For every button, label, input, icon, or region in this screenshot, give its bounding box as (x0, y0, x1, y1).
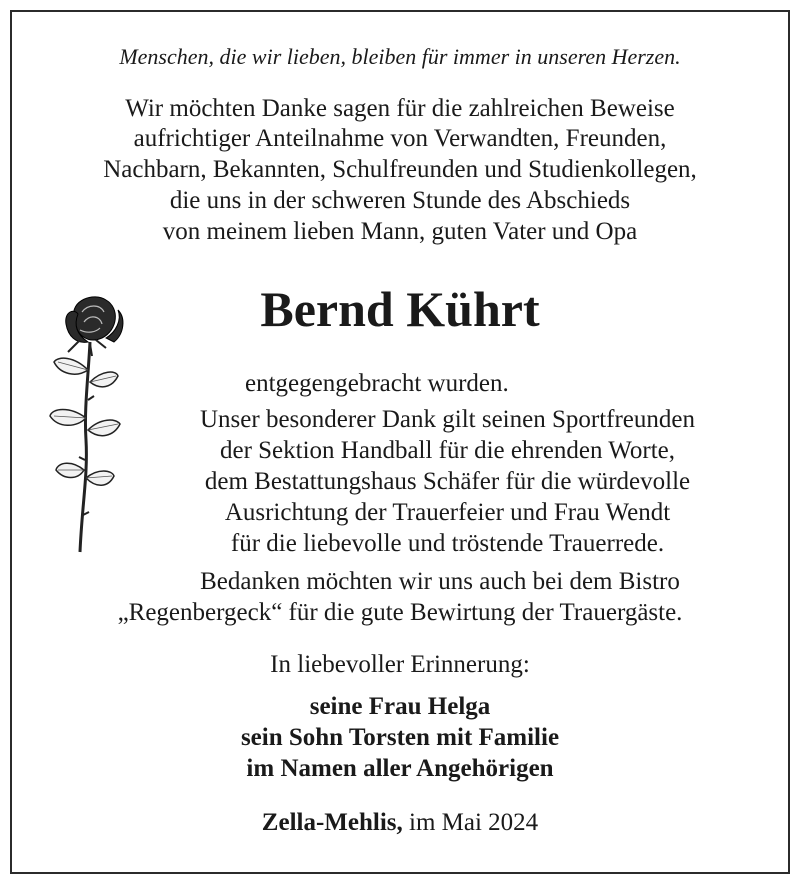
deceased-name: Bernd Kührt (260, 281, 540, 337)
date: im Mai 2024 (409, 809, 539, 836)
motto: Menschen, die wir lieben, bleiben für immer in unseren Herzen. (119, 44, 681, 69)
thanks-line-4: Ausrichtung der Trauerfeier und Frau Wendt (224, 499, 671, 526)
memory-heading: In liebevoller Erinnerung: (270, 651, 530, 678)
intro-line-1: Wir möchten Danke sagen für die zahlreichen Beweise (125, 95, 675, 122)
place-date (0, 808, 800, 838)
thanks-line-5: für die liebevolle und tröstende Trauerrede. (230, 530, 665, 557)
intro-line-4: die uns in der schweren Stunde des Abschieds (169, 187, 631, 214)
place: Zella-Mehlis, (261, 809, 403, 836)
signatory-3: im Namen aller Angehörigen (246, 755, 554, 782)
signatory-1: seine Frau Helga (309, 693, 491, 720)
bistro-line-2: „Regenbergeck“ für die gute Bewirtung der Trauergäste. (117, 599, 683, 626)
thanks-line-3: dem Bestattungshaus Schäfer für die würdevolle (204, 468, 691, 495)
signatory-2: sein Sohn Torsten mit Familie (240, 724, 560, 751)
thanks-line-2: der Sektion Handball für die ehrenden Worte, (219, 437, 676, 464)
intro-line-5: von meinem lieben Mann, guten Vater und Opa (162, 218, 638, 245)
intro-line-2: aufrichtiger Anteilnahme von Verwandten, Freunden, (133, 125, 667, 152)
intro-line-3: Nachbarn, Bekannten, Schulfreunden und Studienkollegen, (103, 156, 697, 183)
thanks-line-1: Unser besonderer Dank gilt seinen Sportfreunden (200, 406, 695, 433)
bistro-line-1: Bedanken möchten wir uns auch bei dem Bistro (200, 568, 680, 595)
after-name-line: entgegengebracht wurden. (245, 370, 509, 397)
